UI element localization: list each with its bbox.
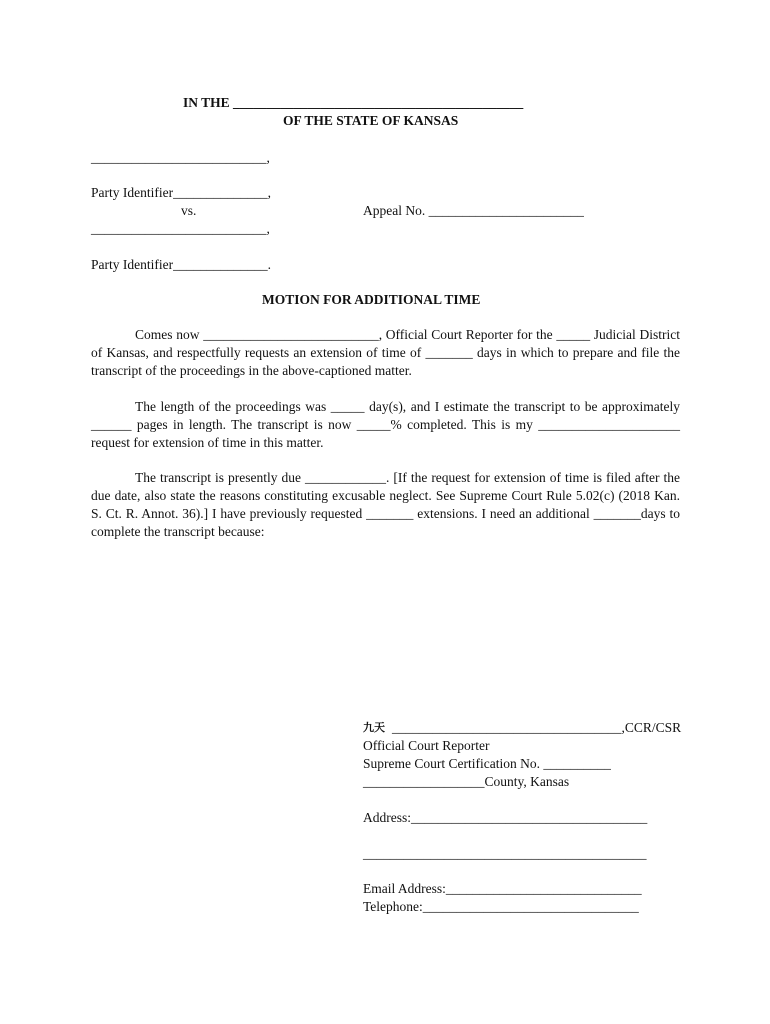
certification-number: Supreme Court Certification No. __________ bbox=[363, 756, 611, 771]
address-line: Address:___________________________________ bbox=[363, 810, 648, 825]
party1-identifier: Party Identifier______________, bbox=[91, 185, 271, 200]
party2-blank: __________________________, bbox=[91, 221, 270, 236]
paragraph-2-text: The length of the proceedings was _____ day(s), and I estimate the transcript to be approximately ______ pages in length. The transcript is now _____% completed. This is my _____________________ request for extension of time in this matter. bbox=[91, 399, 680, 450]
signature-line: __________________________________,CCR/CSR bbox=[392, 720, 682, 735]
paragraph-3 bbox=[91, 469, 680, 541]
signature-mark: 九天 bbox=[363, 721, 385, 734]
paragraph-1 bbox=[91, 326, 680, 380]
paragraph-3-text: The transcript is presently due ____________. [If the request for extension of time is filed after the due date, also state the reasons constituting excusable neglect. See Supreme Court Rule 5.02(c) (2018 Kan. S. Ct. R. Annot. 36).] I have previously requested _______ extensions. I need an additional _______days to complete the transcript because: bbox=[91, 470, 680, 539]
motion-title: MOTION FOR ADDITIONAL TIME bbox=[262, 292, 481, 307]
state-heading: OF THE STATE OF KANSAS bbox=[283, 113, 459, 128]
appeal-number: Appeal No. _______________________ bbox=[363, 203, 584, 218]
versus-label: vs. bbox=[181, 203, 197, 218]
reporter-title: Official Court Reporter bbox=[363, 738, 490, 753]
county-line: __________________County, Kansas bbox=[363, 774, 570, 789]
party1-blank: __________________________, bbox=[91, 150, 270, 165]
paragraph-1-text: Comes now __________________________, Official Court Reporter for the _____ Judicial District of Kansas, and respectfully requests an extension of time of _______ days in which to prepare and file the transcript of the proceedings in the above-captioned matter. bbox=[91, 327, 680, 378]
party2-identifier: Party Identifier______________. bbox=[91, 257, 271, 272]
court-heading: IN THE ___________________________________________ bbox=[183, 95, 524, 110]
address-line-2: __________________________________________ bbox=[363, 846, 647, 861]
paragraph-2 bbox=[91, 398, 680, 452]
email-line: Email Address:_____________________________ bbox=[363, 881, 642, 896]
telephone-line: Telephone:________________________________ bbox=[363, 899, 639, 914]
